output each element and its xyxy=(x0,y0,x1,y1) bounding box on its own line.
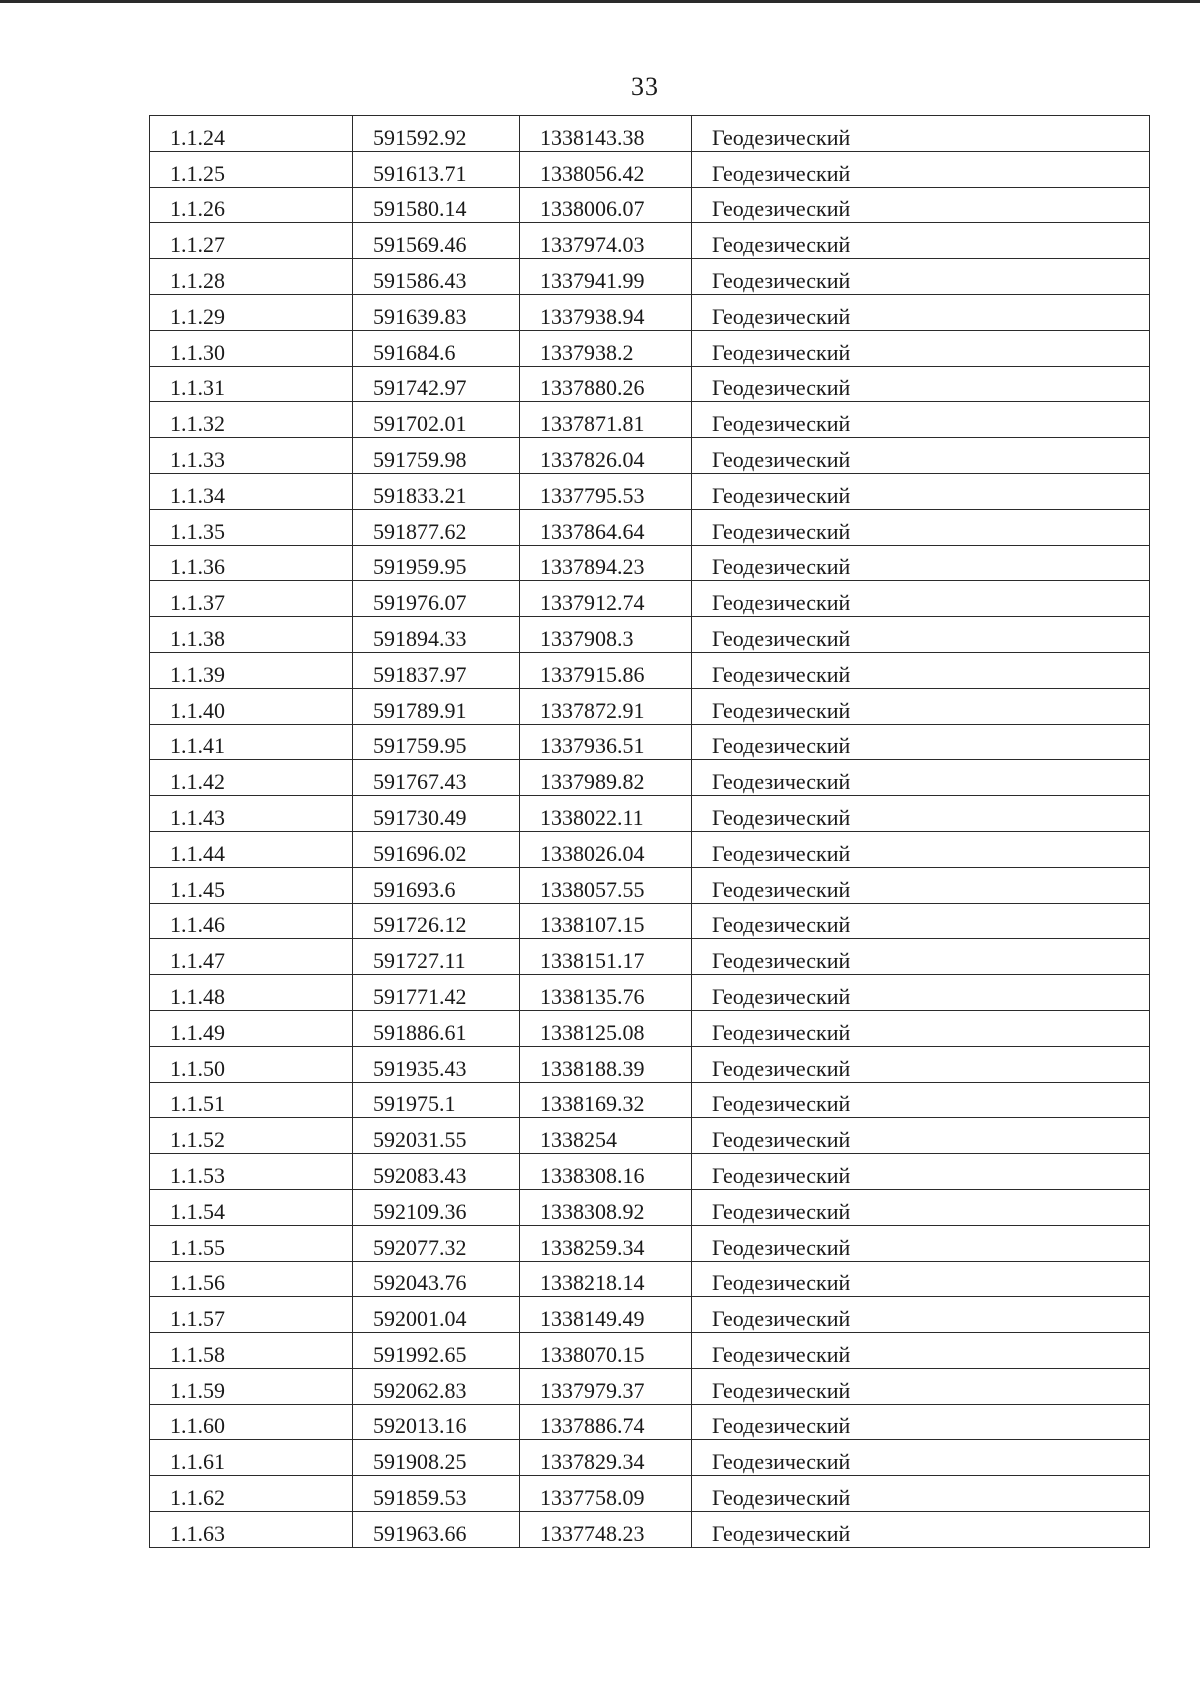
table-row xyxy=(150,402,1150,438)
y-coordinate-cell: 1337908.3 xyxy=(520,617,692,653)
x-coordinate-cell: 592031.55 xyxy=(353,1118,520,1154)
x-coordinate-cell: 591569.46 xyxy=(353,223,520,259)
x-coordinate-cell: 591886.61 xyxy=(353,1010,520,1046)
method-cell: Геодезический xyxy=(692,1225,1150,1261)
point-number-cell: 1.1.49 xyxy=(150,1010,353,1046)
method-cell: Геодезический xyxy=(692,438,1150,474)
coordinates-table-body xyxy=(150,116,1150,1548)
point-number-cell: 1.1.47 xyxy=(150,939,353,975)
table-row xyxy=(150,903,1150,939)
point-number-cell: 1.1.63 xyxy=(150,1512,353,1548)
method-cell: Геодезический xyxy=(692,402,1150,438)
table-row xyxy=(150,652,1150,688)
point-number-cell: 1.1.32 xyxy=(150,402,353,438)
page-top-border xyxy=(0,0,1200,3)
x-coordinate-cell: 591702.01 xyxy=(353,402,520,438)
table-row xyxy=(150,509,1150,545)
point-number-cell: 1.1.31 xyxy=(150,366,353,402)
point-number-cell: 1.1.48 xyxy=(150,975,353,1011)
y-coordinate-cell: 1337872.91 xyxy=(520,688,692,724)
y-coordinate-cell: 1338151.17 xyxy=(520,939,692,975)
method-cell: Геодезический xyxy=(692,545,1150,581)
table-row xyxy=(150,975,1150,1011)
x-coordinate-cell: 592043.76 xyxy=(353,1261,520,1297)
x-coordinate-cell: 591963.66 xyxy=(353,1512,520,1548)
x-coordinate-cell: 591789.91 xyxy=(353,688,520,724)
table-row xyxy=(150,1404,1150,1440)
y-coordinate-cell: 1337880.26 xyxy=(520,366,692,402)
x-coordinate-cell: 591730.49 xyxy=(353,796,520,832)
method-cell: Геодезический xyxy=(692,760,1150,796)
x-coordinate-cell: 591684.6 xyxy=(353,330,520,366)
x-coordinate-cell: 591833.21 xyxy=(353,473,520,509)
method-cell: Геодезический xyxy=(692,1082,1150,1118)
point-number-cell: 1.1.24 xyxy=(150,116,353,152)
method-cell: Геодезический xyxy=(692,151,1150,187)
y-coordinate-cell: 1337936.51 xyxy=(520,724,692,760)
y-coordinate-cell: 1337871.81 xyxy=(520,402,692,438)
method-cell: Геодезический xyxy=(692,187,1150,223)
y-coordinate-cell: 1337886.74 xyxy=(520,1404,692,1440)
y-coordinate-cell: 1337979.37 xyxy=(520,1368,692,1404)
y-coordinate-cell: 1338308.16 xyxy=(520,1154,692,1190)
y-coordinate-cell: 1338057.55 xyxy=(520,867,692,903)
method-cell: Геодезический xyxy=(692,1476,1150,1512)
table-row xyxy=(150,330,1150,366)
x-coordinate-cell: 591759.95 xyxy=(353,724,520,760)
point-number-cell: 1.1.50 xyxy=(150,1046,353,1082)
point-number-cell: 1.1.55 xyxy=(150,1225,353,1261)
point-number-cell: 1.1.35 xyxy=(150,509,353,545)
x-coordinate-cell: 591859.53 xyxy=(353,1476,520,1512)
method-cell: Геодезический xyxy=(692,509,1150,545)
y-coordinate-cell: 1337941.99 xyxy=(520,259,692,295)
point-number-cell: 1.1.26 xyxy=(150,187,353,223)
x-coordinate-cell: 591992.65 xyxy=(353,1333,520,1369)
point-number-cell: 1.1.46 xyxy=(150,903,353,939)
table-row xyxy=(150,1261,1150,1297)
table-row xyxy=(150,831,1150,867)
y-coordinate-cell: 1337894.23 xyxy=(520,545,692,581)
method-cell: Геодезический xyxy=(692,1010,1150,1046)
method-cell: Геодезический xyxy=(692,1189,1150,1225)
y-coordinate-cell: 1337795.53 xyxy=(520,473,692,509)
y-coordinate-cell: 1338254 xyxy=(520,1118,692,1154)
table-row xyxy=(150,1082,1150,1118)
method-cell: Геодезический xyxy=(692,796,1150,832)
y-coordinate-cell: 1338259.34 xyxy=(520,1225,692,1261)
method-cell: Геодезический xyxy=(692,688,1150,724)
point-number-cell: 1.1.27 xyxy=(150,223,353,259)
x-coordinate-cell: 591693.6 xyxy=(353,867,520,903)
table-row xyxy=(150,151,1150,187)
table-row xyxy=(150,259,1150,295)
y-coordinate-cell: 1338218.14 xyxy=(520,1261,692,1297)
method-cell: Геодезический xyxy=(692,1404,1150,1440)
table-row xyxy=(150,1512,1150,1548)
table-row xyxy=(150,1010,1150,1046)
page-number: 33 xyxy=(631,72,659,101)
x-coordinate-cell: 591767.43 xyxy=(353,760,520,796)
table-row xyxy=(150,1189,1150,1225)
point-number-cell: 1.1.57 xyxy=(150,1297,353,1333)
point-number-cell: 1.1.36 xyxy=(150,545,353,581)
table-row xyxy=(150,223,1150,259)
y-coordinate-cell: 1338107.15 xyxy=(520,903,692,939)
table-row xyxy=(150,1046,1150,1082)
point-number-cell: 1.1.38 xyxy=(150,617,353,653)
y-coordinate-cell: 1337938.94 xyxy=(520,294,692,330)
x-coordinate-cell: 591639.83 xyxy=(353,294,520,330)
table-row xyxy=(150,1297,1150,1333)
point-number-cell: 1.1.43 xyxy=(150,796,353,832)
method-cell: Геодезический xyxy=(692,1297,1150,1333)
method-cell: Геодезический xyxy=(692,831,1150,867)
table-row xyxy=(150,1118,1150,1154)
point-number-cell: 1.1.41 xyxy=(150,724,353,760)
y-coordinate-cell: 1337748.23 xyxy=(520,1512,692,1548)
point-number-cell: 1.1.39 xyxy=(150,652,353,688)
point-number-cell: 1.1.61 xyxy=(150,1440,353,1476)
y-coordinate-cell: 1338056.42 xyxy=(520,151,692,187)
point-number-cell: 1.1.45 xyxy=(150,867,353,903)
x-coordinate-cell: 592083.43 xyxy=(353,1154,520,1190)
method-cell: Геодезический xyxy=(692,1118,1150,1154)
y-coordinate-cell: 1338188.39 xyxy=(520,1046,692,1082)
y-coordinate-cell: 1337829.34 xyxy=(520,1440,692,1476)
table-row xyxy=(150,760,1150,796)
x-coordinate-cell: 591742.97 xyxy=(353,366,520,402)
x-coordinate-cell: 591837.97 xyxy=(353,652,520,688)
point-number-cell: 1.1.37 xyxy=(150,581,353,617)
point-number-cell: 1.1.44 xyxy=(150,831,353,867)
point-number-cell: 1.1.54 xyxy=(150,1189,353,1225)
method-cell: Геодезический xyxy=(692,1512,1150,1548)
y-coordinate-cell: 1337989.82 xyxy=(520,760,692,796)
table-row xyxy=(150,867,1150,903)
y-coordinate-cell: 1338070.15 xyxy=(520,1333,692,1369)
y-coordinate-cell: 1338022.11 xyxy=(520,796,692,832)
x-coordinate-cell: 591908.25 xyxy=(353,1440,520,1476)
table-row xyxy=(150,581,1150,617)
table-row xyxy=(150,724,1150,760)
method-cell: Геодезический xyxy=(692,939,1150,975)
point-number-cell: 1.1.40 xyxy=(150,688,353,724)
y-coordinate-cell: 1338169.32 xyxy=(520,1082,692,1118)
x-coordinate-cell: 591727.11 xyxy=(353,939,520,975)
table-row xyxy=(150,617,1150,653)
y-coordinate-cell: 1337938.2 xyxy=(520,330,692,366)
method-cell: Геодезический xyxy=(692,1440,1150,1476)
x-coordinate-cell: 591877.62 xyxy=(353,509,520,545)
x-coordinate-cell: 591975.1 xyxy=(353,1082,520,1118)
point-number-cell: 1.1.58 xyxy=(150,1333,353,1369)
table-row xyxy=(150,438,1150,474)
table-row xyxy=(150,294,1150,330)
point-number-cell: 1.1.59 xyxy=(150,1368,353,1404)
x-coordinate-cell: 591726.12 xyxy=(353,903,520,939)
table-row xyxy=(150,1440,1150,1476)
method-cell: Геодезический xyxy=(692,294,1150,330)
y-coordinate-cell: 1338143.38 xyxy=(520,116,692,152)
point-number-cell: 1.1.30 xyxy=(150,330,353,366)
x-coordinate-cell: 592001.04 xyxy=(353,1297,520,1333)
point-number-cell: 1.1.52 xyxy=(150,1118,353,1154)
x-coordinate-cell: 591696.02 xyxy=(353,831,520,867)
method-cell: Геодезический xyxy=(692,1261,1150,1297)
x-coordinate-cell: 591586.43 xyxy=(353,259,520,295)
table-row xyxy=(150,545,1150,581)
point-number-cell: 1.1.60 xyxy=(150,1404,353,1440)
y-coordinate-cell: 1338149.49 xyxy=(520,1297,692,1333)
point-number-cell: 1.1.53 xyxy=(150,1154,353,1190)
method-cell: Геодезический xyxy=(692,652,1150,688)
x-coordinate-cell: 591959.95 xyxy=(353,545,520,581)
table-row xyxy=(150,1476,1150,1512)
point-number-cell: 1.1.34 xyxy=(150,473,353,509)
table-row xyxy=(150,796,1150,832)
table-row xyxy=(150,939,1150,975)
method-cell: Геодезический xyxy=(692,473,1150,509)
method-cell: Геодезический xyxy=(692,724,1150,760)
point-number-cell: 1.1.28 xyxy=(150,259,353,295)
x-coordinate-cell: 591759.98 xyxy=(353,438,520,474)
x-coordinate-cell: 591976.07 xyxy=(353,581,520,617)
x-coordinate-cell: 591894.33 xyxy=(353,617,520,653)
table-row xyxy=(150,1333,1150,1369)
table-row xyxy=(150,187,1150,223)
y-coordinate-cell: 1337915.86 xyxy=(520,652,692,688)
method-cell: Геодезический xyxy=(692,867,1150,903)
y-coordinate-cell: 1337758.09 xyxy=(520,1476,692,1512)
method-cell: Геодезический xyxy=(692,116,1150,152)
y-coordinate-cell: 1338135.76 xyxy=(520,975,692,1011)
y-coordinate-cell: 1337826.04 xyxy=(520,438,692,474)
table-row xyxy=(150,366,1150,402)
x-coordinate-cell: 592077.32 xyxy=(353,1225,520,1261)
method-cell: Геодезический xyxy=(692,1154,1150,1190)
point-number-cell: 1.1.51 xyxy=(150,1082,353,1118)
table-row xyxy=(150,116,1150,152)
y-coordinate-cell: 1337864.64 xyxy=(520,509,692,545)
point-number-cell: 1.1.29 xyxy=(150,294,353,330)
point-number-cell: 1.1.25 xyxy=(150,151,353,187)
y-coordinate-cell: 1338026.04 xyxy=(520,831,692,867)
method-cell: Геодезический xyxy=(692,1046,1150,1082)
x-coordinate-cell: 591580.14 xyxy=(353,187,520,223)
point-number-cell: 1.1.33 xyxy=(150,438,353,474)
x-coordinate-cell: 591613.71 xyxy=(353,151,520,187)
x-coordinate-cell: 591592.92 xyxy=(353,116,520,152)
y-coordinate-cell: 1338125.08 xyxy=(520,1010,692,1046)
table-row xyxy=(150,1154,1150,1190)
y-coordinate-cell: 1338006.07 xyxy=(520,187,692,223)
method-cell: Геодезический xyxy=(692,223,1150,259)
x-coordinate-cell: 592062.83 xyxy=(353,1368,520,1404)
table-row xyxy=(150,473,1150,509)
table-row xyxy=(150,688,1150,724)
method-cell: Геодезический xyxy=(692,330,1150,366)
point-number-cell: 1.1.62 xyxy=(150,1476,353,1512)
method-cell: Геодезический xyxy=(692,581,1150,617)
x-coordinate-cell: 591771.42 xyxy=(353,975,520,1011)
y-coordinate-cell: 1337912.74 xyxy=(520,581,692,617)
y-coordinate-cell: 1337974.03 xyxy=(520,223,692,259)
method-cell: Геодезический xyxy=(692,617,1150,653)
table-row xyxy=(150,1225,1150,1261)
x-coordinate-cell: 592109.36 xyxy=(353,1189,520,1225)
method-cell: Геодезический xyxy=(692,903,1150,939)
point-number-cell: 1.1.42 xyxy=(150,760,353,796)
y-coordinate-cell: 1338308.92 xyxy=(520,1189,692,1225)
point-number-cell: 1.1.56 xyxy=(150,1261,353,1297)
method-cell: Геодезический xyxy=(692,975,1150,1011)
x-coordinate-cell: 592013.16 xyxy=(353,1404,520,1440)
coordinates-table xyxy=(149,115,1150,1548)
table-row xyxy=(150,1368,1150,1404)
method-cell: Геодезический xyxy=(692,366,1150,402)
x-coordinate-cell: 591935.43 xyxy=(353,1046,520,1082)
method-cell: Геодезический xyxy=(692,259,1150,295)
method-cell: Геодезический xyxy=(692,1333,1150,1369)
method-cell: Геодезический xyxy=(692,1368,1150,1404)
